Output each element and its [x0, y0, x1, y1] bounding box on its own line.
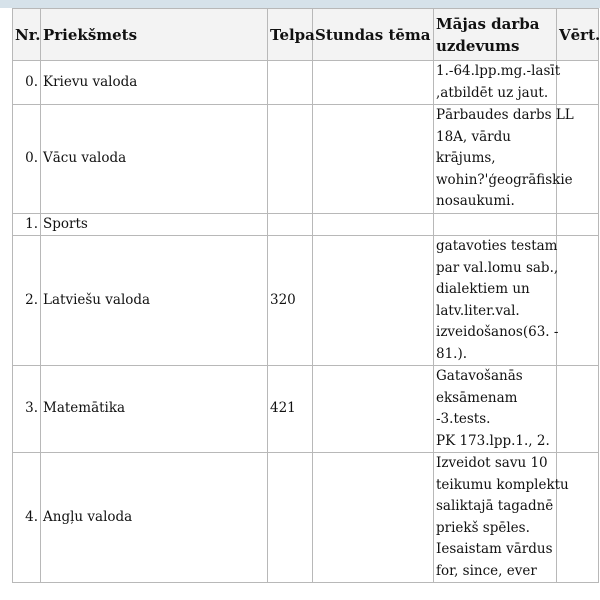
- homework-line: for, since, ever: [436, 562, 537, 579]
- row-subject: Sports: [41, 213, 268, 236]
- homework-line: gatavoties testam: [436, 238, 558, 254]
- row-homework: [434, 213, 557, 236]
- row-subject: Angļu valoda: [41, 453, 268, 583]
- row-nr: 0.: [13, 61, 41, 105]
- homework-line: Pārbaudes darbs LL: [436, 107, 574, 123]
- row-nr: 1.: [13, 213, 41, 236]
- row-room: [268, 105, 313, 214]
- header-nr: Nr.: [13, 9, 41, 61]
- homework-line: -3.tests.: [436, 411, 491, 427]
- row-subject: Krievu valoda: [41, 61, 268, 105]
- header-homework: Mājas darba uzdevums: [434, 9, 557, 61]
- table-row: [13, 213, 599, 236]
- row-grade: [557, 453, 599, 583]
- row-grade: [557, 366, 599, 453]
- row-room: [268, 213, 313, 236]
- table-row: [13, 366, 599, 453]
- row-subject: Latviešu valoda: [41, 236, 268, 366]
- row-homework: [434, 61, 561, 105]
- header-room: Telpa: [268, 9, 313, 61]
- homework-line: latv.liter.val.: [436, 302, 520, 319]
- top-bar: [0, 0, 600, 8]
- table-row: [13, 61, 599, 105]
- homework-line: PK 173.lpp.1., 2.: [436, 432, 550, 449]
- table-row: [13, 236, 599, 366]
- homework-line: Iesaistam vārdus: [436, 541, 553, 557]
- row-topic: [313, 366, 434, 453]
- row-topic: [313, 453, 434, 583]
- homework-line: ,atbildēt uz jaut.: [436, 84, 549, 101]
- homework-line: nosaukumi.: [436, 193, 515, 209]
- table-header-row: [13, 9, 599, 61]
- row-room: 320: [268, 236, 313, 366]
- schedule-table: [12, 8, 599, 583]
- row-subject: Vācu valoda: [41, 105, 268, 214]
- row-nr: 4.: [13, 453, 41, 583]
- row-room: [268, 453, 313, 583]
- homework-line: priekš spēles.: [436, 519, 530, 536]
- row-nr: 0.: [13, 105, 41, 214]
- row-grade: [557, 236, 599, 366]
- homework-line: Gatavošanās: [436, 368, 523, 384]
- homework-line: 81.).: [436, 345, 468, 362]
- row-room: [268, 61, 313, 105]
- row-grade: [557, 61, 599, 105]
- row-homework: [434, 453, 569, 583]
- row-homework: [434, 366, 557, 453]
- row-topic: [313, 213, 434, 236]
- row-topic: [313, 236, 434, 366]
- row-topic: [313, 61, 434, 105]
- table-row: [13, 453, 599, 583]
- homework-line: saliktajā tagadnē: [436, 498, 554, 514]
- homework-line: 18A, vārdu: [436, 128, 511, 145]
- homework-line: izveidošanos(63. -: [436, 324, 559, 340]
- row-grade: [557, 213, 599, 236]
- header-topic: Stundas tēma: [313, 9, 434, 61]
- row-homework: [434, 236, 557, 366]
- homework-line: eksāmenam: [436, 389, 518, 406]
- homework-line: par val.lomu sab.,: [436, 259, 559, 276]
- row-homework: [434, 105, 574, 214]
- row-room: 421: [268, 366, 313, 453]
- homework-line: dialektiem un: [436, 281, 530, 297]
- homework-line: wohin?'ģeogrāfiskie: [436, 171, 573, 188]
- row-subject: Matemātika: [41, 366, 268, 453]
- table-row: [13, 105, 599, 214]
- header-grade: Vērt.: [557, 9, 599, 61]
- homework-line: Izveidot savu 10: [436, 455, 548, 471]
- homework-line: krājums,: [436, 150, 496, 166]
- row-nr: 2.: [13, 236, 41, 366]
- row-topic: [313, 105, 434, 214]
- homework-line: 1.-64.lpp.mg.-lasīt: [436, 63, 561, 79]
- row-nr: 3.: [13, 366, 41, 453]
- header-subject: Priekšmets: [41, 9, 268, 61]
- homework-line: teikumu komplektu: [436, 476, 569, 493]
